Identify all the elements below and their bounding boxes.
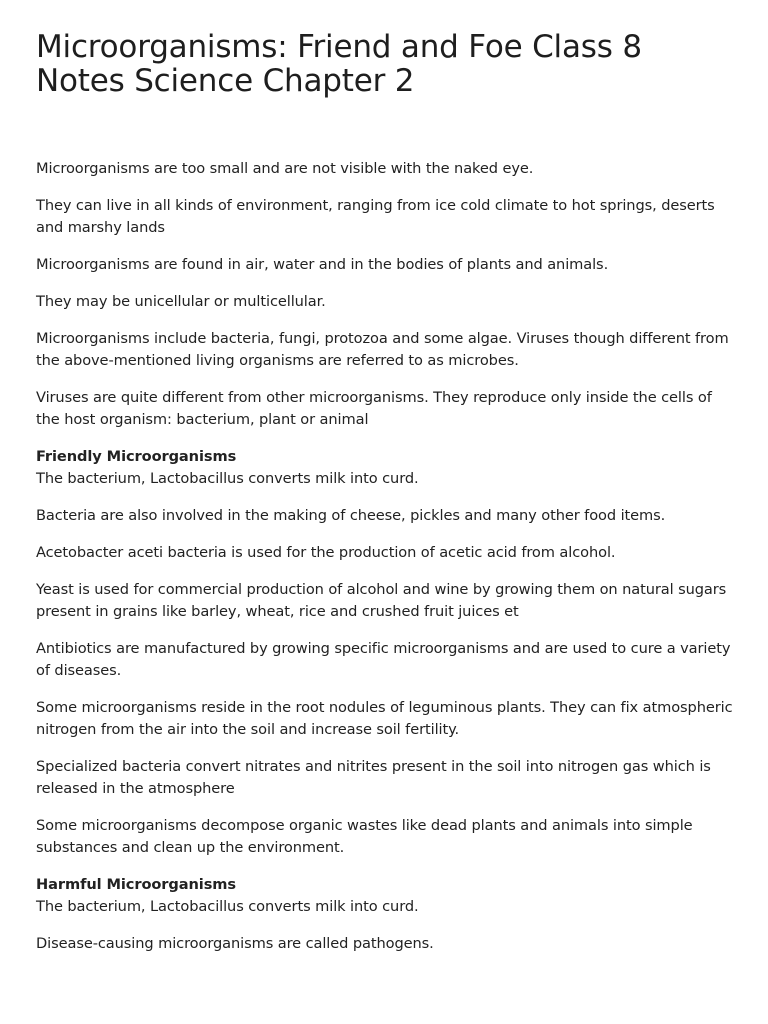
paragraph: Disease-causing microorganisms are called pathogens.	[36, 935, 434, 952]
paragraph: Acetobacter aceti bacteria is used for the production of acetic acid from alcohol.	[36, 544, 616, 561]
paragraph: They may be unicellular or multicellular.	[36, 293, 326, 310]
paragraph: Viruses are quite different from other microorganisms. They reproduce only inside the cells of the host organism: bacterium, plant or animal	[36, 389, 712, 428]
article-body	[36, 158, 734, 955]
paragraph: Some microorganisms reside in the root nodules of leguminous plants. They can fix atmospheric nitrogen from the air into the soil and increase soil fertility.	[36, 699, 733, 738]
paragraph: The bacterium, Lactobacillus converts milk into curd.	[36, 470, 419, 487]
paragraph: Microorganisms are found in air, water and in the bodies of plants and animals.	[36, 256, 609, 273]
paragraph: Microorganisms are too small and are not visible with the naked eye.	[36, 160, 534, 177]
page-title: Microorganisms: Friend and Foe Class 8 Notes Science Chapter 2	[36, 29, 642, 99]
paragraph: Yeast is used for commercial production of alcohol and wine by growing them on natural sugars present in grains like barley, wheat, rice and crushed fruit juices et	[36, 581, 727, 620]
paragraph: Specialized bacteria convert nitrates and nitrites present in the soil into nitrogen gas which is released in the atmosphere	[36, 758, 711, 797]
paragraph: Bacteria are also involved in the making of cheese, pickles and many other food items.	[36, 507, 666, 524]
paragraph: Microorganisms include bacteria, fungi, protozoa and some algae. Viruses though different from the above-mentioned living organisms are referred to as microbes.	[36, 330, 729, 369]
friendly-microorganisms-heading: Friendly Microorganisms	[36, 448, 237, 465]
paragraph: The bacterium, Lactobacillus converts milk into curd.	[36, 898, 419, 915]
paragraph: They can live in all kinds of environment, ranging from ice cold climate to hot springs, deserts and marshy lands	[36, 197, 715, 236]
paragraph: Antibiotics are manufactured by growing specific microorganisms and are used to cure a variety of diseases.	[36, 640, 731, 679]
paragraph: Some microorganisms decompose organic wastes like dead plants and animals into simple substances and clean up the environment.	[36, 817, 693, 856]
friendly-section-intro	[36, 446, 734, 490]
harmful-microorganisms-heading: Harmful Microorganisms	[36, 876, 236, 893]
harmful-section-intro	[36, 874, 734, 918]
